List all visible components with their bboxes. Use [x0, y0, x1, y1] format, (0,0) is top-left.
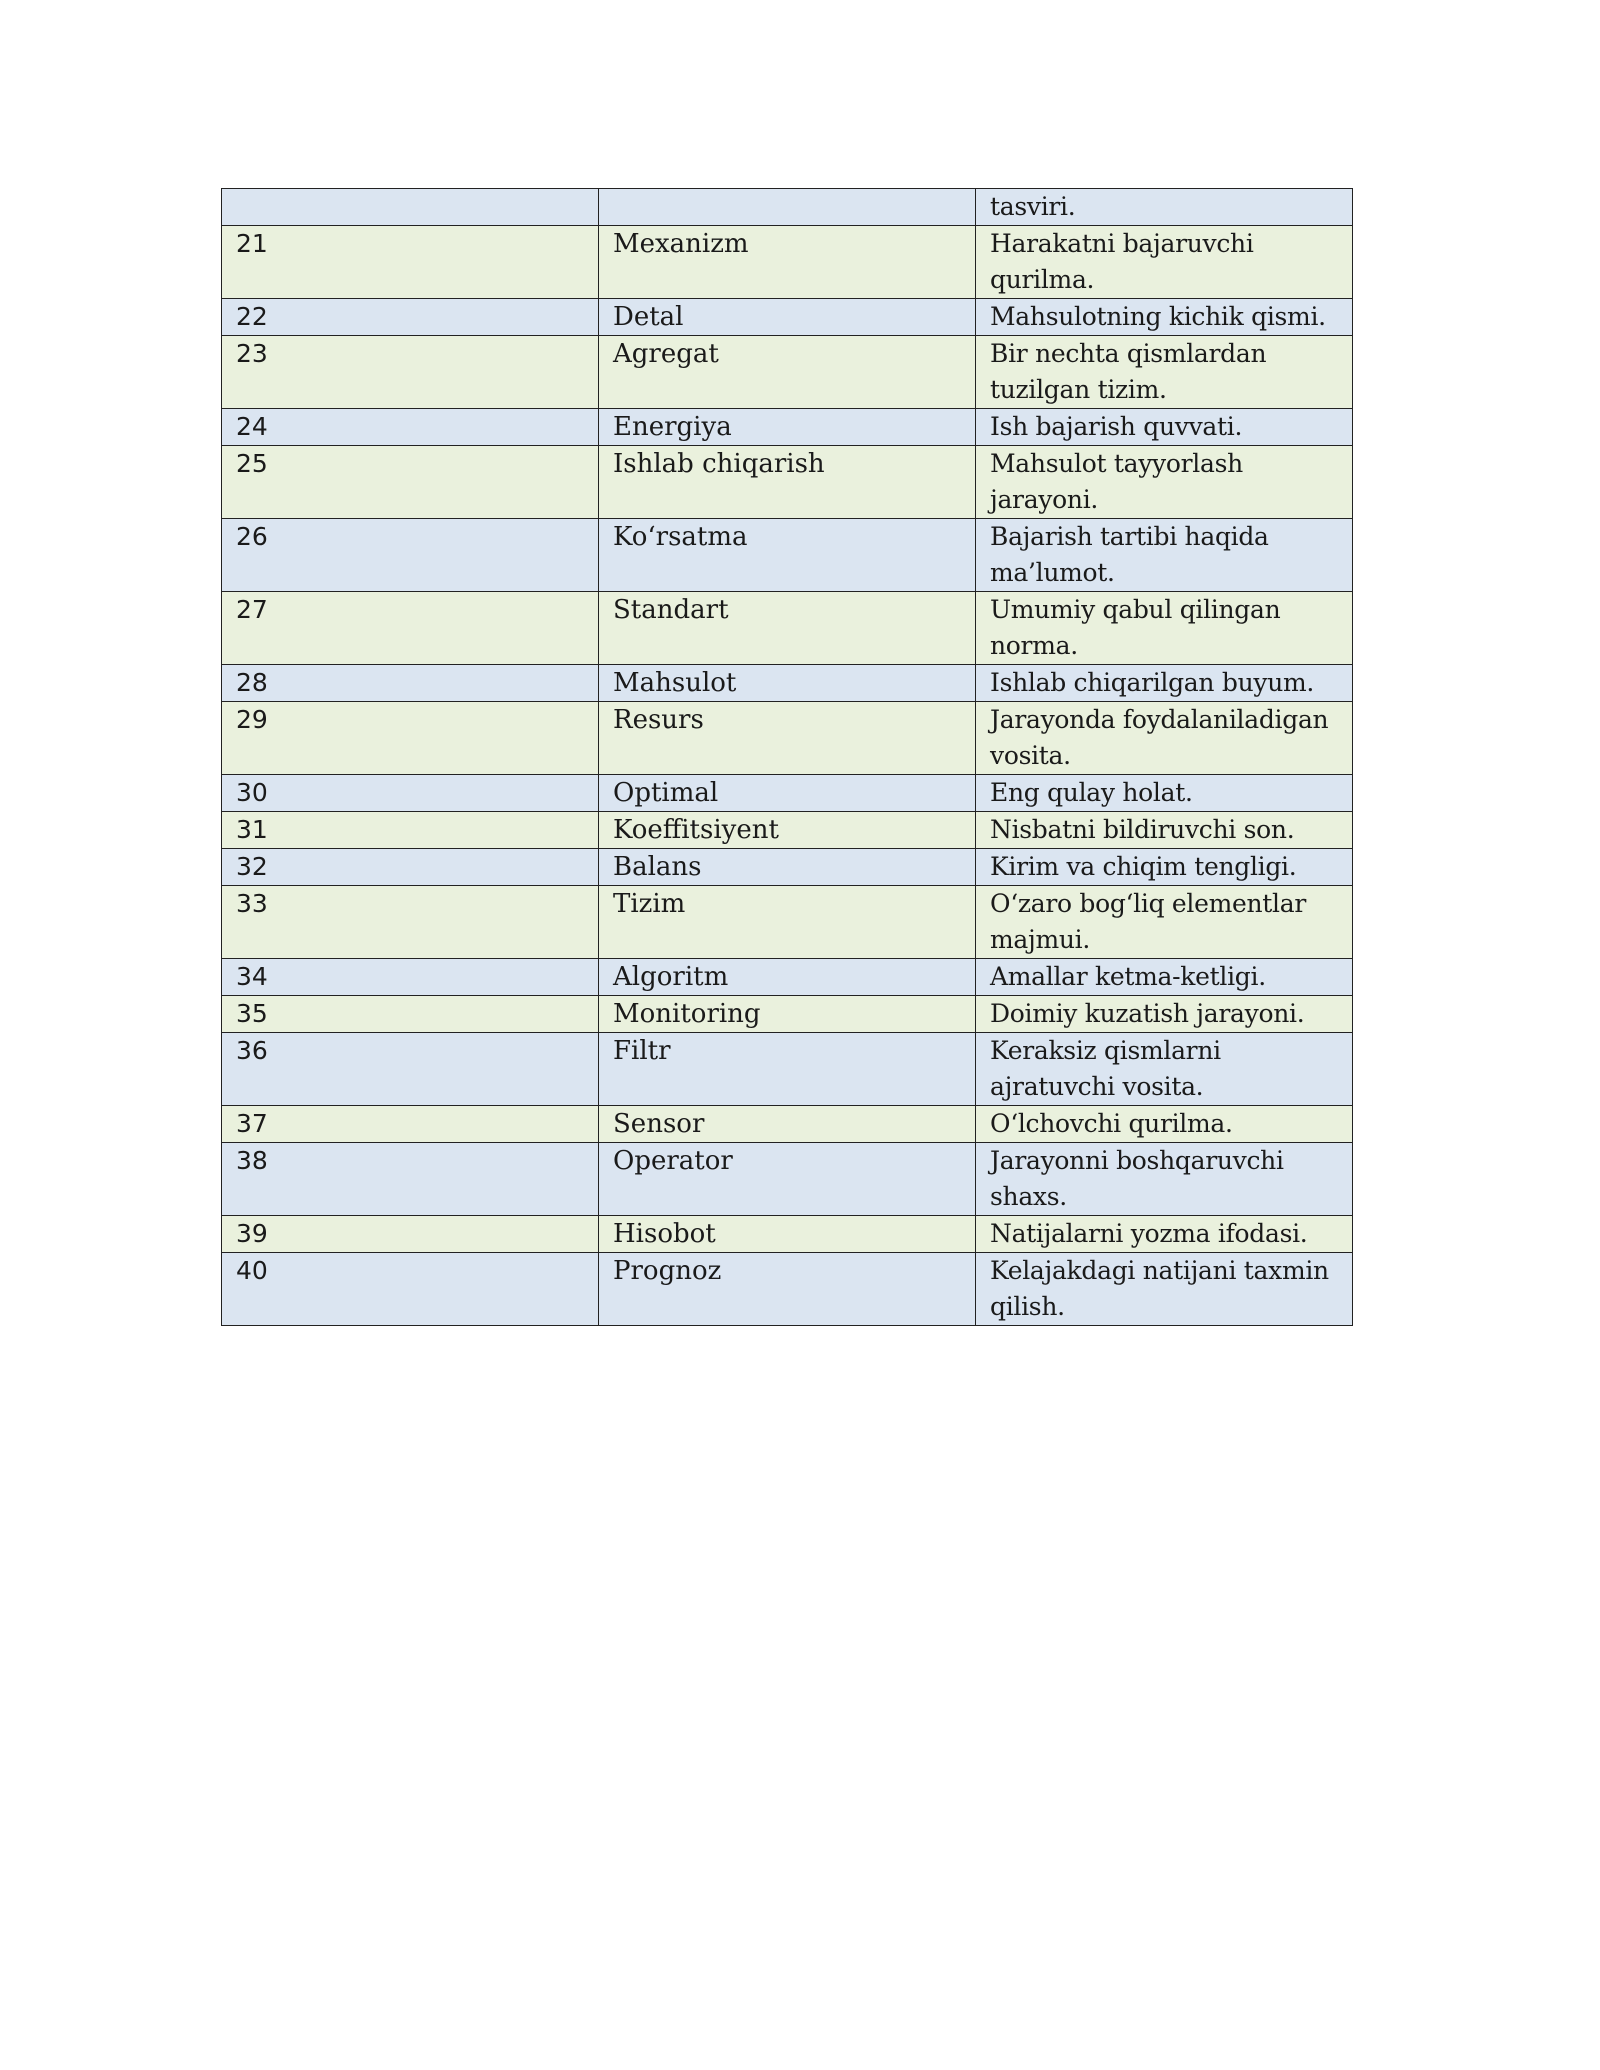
definition-cell: Bir nechta qismlardan tuzilgan tizim. [976, 336, 1353, 409]
term-cell: Algoritm [599, 959, 976, 996]
term-cell: Detal [599, 299, 976, 336]
row-number-cell: 24 [222, 409, 599, 446]
table-row [222, 336, 1353, 409]
term-cell: Standart [599, 592, 976, 665]
term-cell: Energiya [599, 409, 976, 446]
table-row [222, 1106, 1353, 1143]
row-number-cell: 33 [222, 886, 599, 959]
table-row [222, 519, 1353, 592]
glossary-table [221, 188, 1353, 1326]
term-cell: Tizim [599, 886, 976, 959]
term-cell: Mexanizm [599, 226, 976, 299]
glossary-table-body [222, 189, 1353, 1326]
row-number-cell: 25 [222, 446, 599, 519]
definition-cell: Eng qulay holat. [976, 775, 1353, 812]
definition-cell: Nisbatni bildiruvchi son. [976, 812, 1353, 849]
row-number-cell: 27 [222, 592, 599, 665]
definition-cell: Ishlab chiqarilgan buyum. [976, 665, 1353, 702]
definition-cell: Umumiy qabul qilingan norma. [976, 592, 1353, 665]
definition-cell: Kelajakdagi natijani taxmin qilish. [976, 1253, 1353, 1326]
row-number-cell [222, 189, 599, 226]
table-row [222, 446, 1353, 519]
term-cell: Hisobot [599, 1216, 976, 1253]
table-row [222, 775, 1353, 812]
table-row [222, 959, 1353, 996]
table-row [222, 886, 1353, 959]
row-number-cell: 29 [222, 702, 599, 775]
row-number-cell: 31 [222, 812, 599, 849]
row-number-cell: 34 [222, 959, 599, 996]
term-cell: Agregat [599, 336, 976, 409]
definition-cell: Bajarish tartibi haqida ma’lumot. [976, 519, 1353, 592]
term-cell: Filtr [599, 1033, 976, 1106]
row-number-cell: 22 [222, 299, 599, 336]
table-row [222, 1143, 1353, 1216]
table-row [222, 189, 1353, 226]
definition-cell: O‘zaro bog‘liq elementlar majmui. [976, 886, 1353, 959]
table-row [222, 592, 1353, 665]
term-cell [599, 189, 976, 226]
term-cell: Monitoring [599, 996, 976, 1033]
term-cell: Prognoz [599, 1253, 976, 1326]
term-cell: Resurs [599, 702, 976, 775]
row-number-cell: 32 [222, 849, 599, 886]
table-row [222, 226, 1353, 299]
definition-cell: Natijalarni yozma ifodasi. [976, 1216, 1353, 1253]
definition-cell: Amallar ketma-ketligi. [976, 959, 1353, 996]
term-cell: Sensor [599, 1106, 976, 1143]
term-cell: Ko‘rsatma [599, 519, 976, 592]
row-number-cell: 26 [222, 519, 599, 592]
table-row [222, 1033, 1353, 1106]
table-row [222, 996, 1353, 1033]
term-cell: Koeffitsiyent [599, 812, 976, 849]
row-number-cell: 30 [222, 775, 599, 812]
term-cell: Balans [599, 849, 976, 886]
term-cell: Mahsulot [599, 665, 976, 702]
table-row [222, 1253, 1353, 1326]
row-number-cell: 28 [222, 665, 599, 702]
definition-cell: Keraksiz qismlarni ajratuvchi vosita. [976, 1033, 1353, 1106]
row-number-cell: 36 [222, 1033, 599, 1106]
term-cell: Optimal [599, 775, 976, 812]
definition-cell: Ish bajarish quvvati. [976, 409, 1353, 446]
row-number-cell: 37 [222, 1106, 599, 1143]
table-row [222, 299, 1353, 336]
table-row [222, 702, 1353, 775]
definition-cell: O‘lchovchi qurilma. [976, 1106, 1353, 1143]
row-number-cell: 38 [222, 1143, 599, 1216]
table-row [222, 812, 1353, 849]
definition-cell: Jarayonda foydalaniladigan vosita. [976, 702, 1353, 775]
row-number-cell: 35 [222, 996, 599, 1033]
table-row [222, 665, 1353, 702]
term-cell: Operator [599, 1143, 976, 1216]
definition-cell: tasviri. [976, 189, 1353, 226]
definition-cell: Kirim va chiqim tengligi. [976, 849, 1353, 886]
table-row [222, 1216, 1353, 1253]
definition-cell: Doimiy kuzatish jarayoni. [976, 996, 1353, 1033]
term-cell: Ishlab chiqarish [599, 446, 976, 519]
definition-cell: Mahsulotning kichik qismi. [976, 299, 1353, 336]
table-row [222, 849, 1353, 886]
row-number-cell: 23 [222, 336, 599, 409]
row-number-cell: 21 [222, 226, 599, 299]
row-number-cell: 40 [222, 1253, 599, 1326]
row-number-cell: 39 [222, 1216, 599, 1253]
definition-cell: Mahsulot tayyorlash jarayoni. [976, 446, 1353, 519]
definition-cell: Harakatni bajaruvchi qurilma. [976, 226, 1353, 299]
table-row [222, 409, 1353, 446]
definition-cell: Jarayonni boshqaruvchi shaxs. [976, 1143, 1353, 1216]
